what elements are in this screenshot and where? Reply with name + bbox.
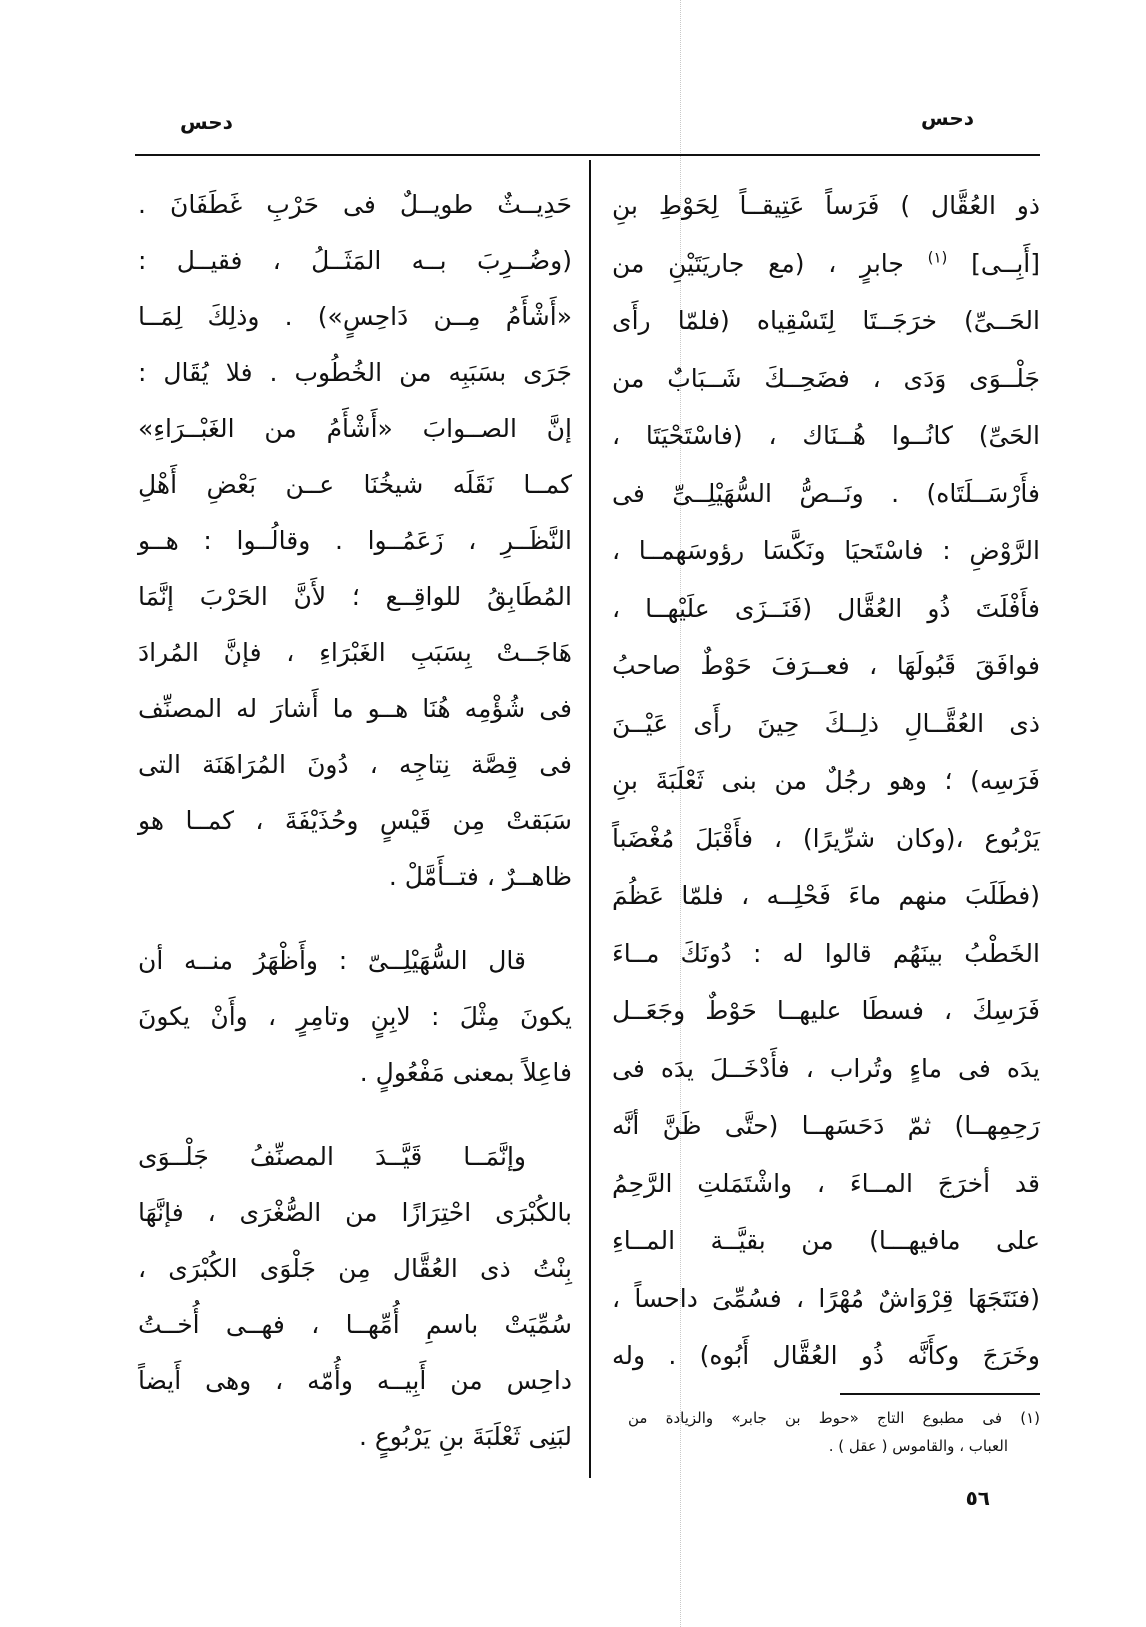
right-col-line-11: فَرَسِه) ؛ وهو رجُلٌ من بنى ثَعْلَبَةَ بنِ — [612, 766, 1040, 795]
left-col-line-6: كمــا نَقَلَه شيخُنَا عــن بَعْضِ أَهْلِ — [138, 470, 572, 499]
right-col-line-3: الحَــىِّ) خرَجَــتَا لِتَسْقِياه (فلمّا رأَى — [612, 306, 1040, 335]
right-col-line-14: الخَطْبُ بينَهُم قالوا له : دُونَكَ مــاءَ — [612, 938, 1040, 968]
right-col-line-18: قد أخرَجَ المــاءَ ، واشْتَمَلتِ الرَّحِمُ — [612, 1168, 1040, 1198]
paragraph-2 — [138, 933, 572, 1101]
left-col-line-1: حَدِيــثٌ طويــلٌ فى حَرْبِ غَطَفَانَ . — [138, 190, 572, 219]
right-col-line-19: على مافيهـــا) من بقيَّــة المــاءِ — [612, 1226, 1040, 1255]
running-header-left: دحس — [180, 110, 233, 134]
header-rule — [135, 154, 1040, 156]
left-col-line-18: بالكُبْرَى احْتِرَازًا من الصُّغْرَى ، فإنَّهَا — [138, 1198, 572, 1227]
footnote-rule — [840, 1393, 1040, 1395]
right-col-line-7: الرَّوْضِ : فاسْتَحيَا ونَكَّسَا رؤوسَهمــا ، — [612, 536, 1040, 565]
right-col-line-4: جَلْــوَى وَدَى ، فضَحِــكَ شَــبَابٌ من — [612, 363, 1040, 393]
page-number: ٥٦ — [965, 1486, 990, 1510]
right-col-line-1: ذو العُقَّال ) فَرَساً عَتِيقــاً لِحَوْطِ بنِ — [612, 191, 1040, 220]
right-col-line-6: فأَرْسَــلَتَاه) . ونَــصُّ السُّهَيْلِــىِّ فى — [612, 478, 1040, 508]
paragraph-1 — [138, 177, 572, 905]
left-col-line-17: وإنَّمَــا قَيَّــدَ المصنِّفُ جَلْــوَى — [138, 1142, 526, 1171]
left-col-line-15: يكونَ مِثْلَ : لابِنٍ وتامِرٍ ، وأَنْ يكونَ — [138, 1002, 572, 1031]
left-col-line-12: سَبَقتْ مِن قَيْسٍ وحُذَيْفَةَ ، كمــا هو — [138, 806, 572, 835]
left-col-line-3: «أَشْأَمُ مِــن دَاحِسٍ») . وذلِكَ لِمَــا — [138, 302, 572, 331]
right-col-line-2 — [612, 235, 1040, 293]
footnote-marker: (١) — [927, 248, 948, 267]
right-col-line-13: (فطَلَبَ منهم ماءَ فَحْلِــه ، فلمّا عَظُمَ — [612, 881, 1040, 910]
footnote-line-1: (١) فى مطبوع التاج «حوط بن جابر» والزيادة من — [628, 1409, 1040, 1427]
right-column — [612, 177, 1040, 1385]
right-col-line-12: يَرْبُوع ،(وكان شرِّيرًا) ، فأَقْبَلَ مُغْضَباً — [612, 823, 1040, 853]
left-column — [138, 177, 572, 1465]
left-col-line-13: ظاهــرٌ ، فتــأَمَّلْ . — [388, 862, 572, 891]
left-col-line-20: سُمِّيَتْ باسمِ أُمِّهــا ، فهــى أُخــتُ — [138, 1310, 572, 1339]
right-col-line-10: ذى العُقَّــالِ ذلِــكَ حِينَ رأَى عَيْــنَ — [612, 708, 1040, 738]
right-col-line-2-end: جابرٍ ، (مع جاريَتَيْنِ من — [612, 248, 904, 278]
footnote — [628, 1404, 1040, 1460]
left-col-line-8: المُطَابِقُ للواقِــع ؛ لأَنَّ الحَرْبَ إنَّمَا — [138, 582, 572, 611]
right-col-line-8: فأَفْلَتَ ذُو العُقَّال (فَنَــزَى علَيْهــا ، — [612, 593, 1040, 623]
right-col-line-20: (فنَتَجَهَا قِرْوَاشٌ مُهْرًا ، فسُمِّىَ داحساً ، — [612, 1283, 1040, 1313]
left-col-line-2: (وضُــرِبَ بــه المَثَــلُ ، فقيــل : — [138, 246, 572, 275]
left-col-line-11: فى قِصَّة نِتاجِه ، دُونَ المُرَاهَنَة التى — [138, 750, 572, 779]
left-col-line-9: هَاجَــتْ بِسَبَبِ الغَبْرَاءِ ، فإنَّ المُرادَ — [138, 638, 572, 667]
column-divider — [589, 160, 591, 1478]
running-header-right: دحس — [921, 106, 974, 130]
paragraph-3 — [138, 1129, 572, 1465]
left-col-line-21: داحِس من أَبِيــه وأُمّه ، وهى أَيضاً — [138, 1366, 572, 1395]
left-col-line-5: إنَّ الصــوابَ «أَشْأَمُ من الغَبْــرَاءِ» — [138, 414, 572, 443]
left-col-line-22: لبَنِى ثَعْلَبَةَ بنِ يَرْبُوعٍ . — [358, 1422, 572, 1451]
left-col-line-10: فى شُؤْمِه هُنَا هــو ما أَشارَ له المصنِّف — [138, 694, 572, 723]
right-col-line-16: يدَه فى ماءٍ وتُراب ، فأَدْخَــلَ يدَه فى — [612, 1053, 1040, 1083]
right-col-line-2-start: [أَبِــى] — [971, 248, 1040, 278]
left-col-line-4: جَرَى بسَبَبِه من الخُطُوب . فلا يُقَال : — [138, 358, 572, 387]
right-col-line-15: فَرَسِكَ ، فسطَا عليهــا حَوْطٌ وجَعَــل — [612, 996, 1040, 1025]
right-col-line-21: وخَرَجَ وكأَنَّه ذُو العُقَّال أَبُوه) . وله — [612, 1341, 1040, 1370]
left-col-line-7: النَّظَــرِ ، زَعَمُــوا . وقالُــوا : هــو — [138, 526, 572, 555]
right-col-line-9: فوافَقَ قَبُولَهَا ، فعــرَفَ حَوْطٌ صاحبُ — [612, 651, 1040, 680]
left-col-line-16: فاعِلاً بمعنى مَفْعُولٍ . — [359, 1058, 572, 1087]
right-col-line-17: رَحِمِهــا) ثمّ دَحَسَهــا (حتَّى ظَنَّ أنَّه — [612, 1111, 1040, 1140]
right-col-line-5: الحَىِّ) كانُــوا هُــنَاك ، (فاسْتَحْيَتَا ، — [612, 421, 1040, 450]
footnote-line-2: العباب ، والقاموس ( عقل ) . — [828, 1437, 1008, 1455]
left-col-line-19: بِنْتُ ذى العُقَّال مِن جَلْوَى الكُبْرَى ، — [138, 1254, 572, 1283]
left-col-line-14: قال السُّهَيْلِــىّ : وأَظْهَرُ منــه أن — [138, 946, 526, 975]
